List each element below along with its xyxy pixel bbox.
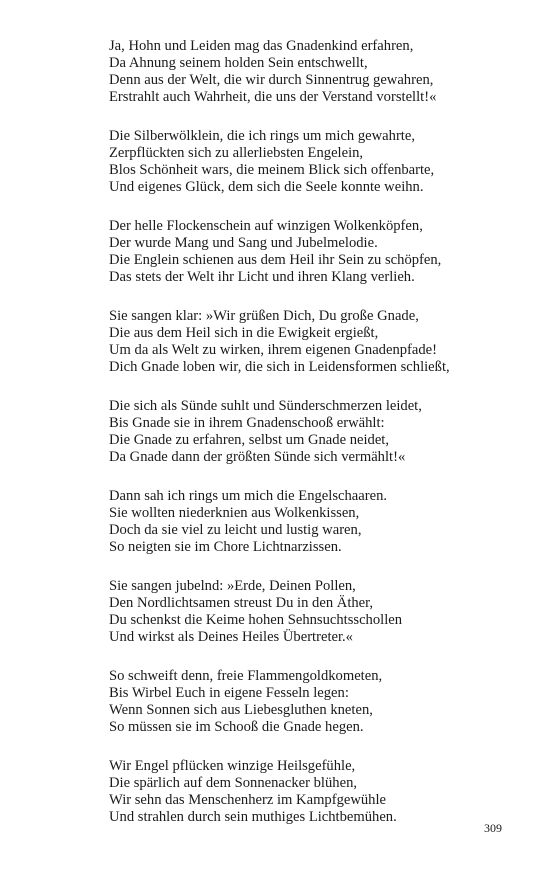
verse-line: Blos Schönheit wars, die meinem Blick sich offenbarte,: [109, 162, 435, 178]
verse-line: Wir sehn das Menschenherz im Kampfgewühle: [109, 792, 387, 808]
page-number: 309: [484, 821, 502, 835]
stanza: [109, 488, 509, 556]
stanza: [109, 398, 509, 466]
stanza: [109, 758, 509, 826]
verse-line: Und eigenes Glück, dem sich die Seele konnte weihn.: [109, 179, 424, 195]
stanza: [109, 218, 509, 286]
verse-line: Da Gnade dann der größten Sünde sich vermählt!«: [109, 449, 406, 465]
poem-body: [109, 38, 509, 848]
verse-line: Sie sangen klar: »Wir grüßen Dich, Du große Gnade,: [109, 308, 419, 324]
stanza: [109, 38, 509, 106]
verse-line: Du schenkst die Keime hohen Sehnsuchtsschollen: [109, 612, 403, 628]
verse-line: Sie sangen jubelnd: »Erde, Deinen Pollen,: [109, 578, 356, 594]
verse-line: So schweift denn, freie Flammengoldkometen,: [109, 668, 383, 684]
verse-line: Die aus dem Heil sich in die Ewigkeit ergießt,: [109, 325, 379, 341]
verse-line: Da Ahnung seinem holden Sein entschwellt,: [109, 55, 368, 71]
stanza: [109, 578, 509, 646]
verse-line: Wenn Sonnen sich aus Liebesgluthen kneten,: [109, 702, 373, 718]
stanza: [109, 308, 509, 376]
verse-line: Die Silberwölklein, die ich rings um mich gewahrte,: [109, 128, 415, 144]
verse-line: Das stets der Welt ihr Licht und ihren Klang verlieh.: [109, 269, 415, 285]
verse-line: So müssen sie im Schooß die Gnade hegen.: [109, 719, 364, 735]
verse-line: Dich Gnade loben wir, die sich in Leidensformen schließt,: [109, 359, 450, 375]
verse-line: Der wurde Mang und Sang und Jubelmelodie.: [109, 235, 378, 251]
verse-line: Erstrahlt auch Wahrheit, die uns der Verstand vorstellt!«: [109, 89, 437, 105]
stanza: [109, 128, 509, 196]
verse-line: Die Gnade zu erfahren, selbst um Gnade neidet,: [109, 432, 390, 448]
verse-line: Der helle Flockenschein auf winzigen Wolkenköpfen,: [109, 218, 423, 234]
stanza: [109, 668, 509, 736]
verse-line: Sie wollten niederknien aus Wolkenkissen,: [109, 505, 360, 521]
verse-line: Bis Wirbel Euch in eigene Fesseln legen:: [109, 685, 349, 701]
verse-line: Wir Engel pflücken winzige Heilsgefühle,: [109, 758, 356, 774]
verse-line: Und wirkst als Deines Heiles Übertreter.«: [109, 629, 353, 645]
verse-line: Doch da sie viel zu leicht und lustig waren,: [109, 522, 362, 538]
verse-line: Ja, Hohn und Leiden mag das Gnadenkind erfahren,: [109, 38, 414, 54]
verse-line: Die sich als Sünde suhlt und Sünderschmerzen leidet,: [109, 398, 422, 414]
verse-line: Die spärlich auf dem Sonnenacker blühen,: [109, 775, 358, 791]
verse-line: Den Nordlichtsamen streust Du in den Äther,: [109, 595, 374, 611]
verse-line: Bis Gnade sie in ihrem Gnadenschooß erwählt:: [109, 415, 385, 431]
verse-line: Um da als Welt zu wirken, ihrem eigenen Gnadenpfade!: [109, 342, 438, 358]
verse-line: Und strahlen durch sein muthiges Lichtbemühen.: [109, 809, 397, 825]
verse-line: So neigten sie im Chore Lichtnarzissen.: [109, 539, 342, 555]
verse-line: Die Englein schienen aus dem Heil ihr Sein zu schöpfen,: [109, 252, 442, 268]
verse-line: Dann sah ich rings um mich die Engelschaaren.: [109, 488, 388, 504]
verse-line: Denn aus der Welt, die wir durch Sinnentrug gewahren,: [109, 72, 434, 88]
verse-line: Zerpflückten sich zu allerliebsten Engelein,: [109, 145, 364, 161]
